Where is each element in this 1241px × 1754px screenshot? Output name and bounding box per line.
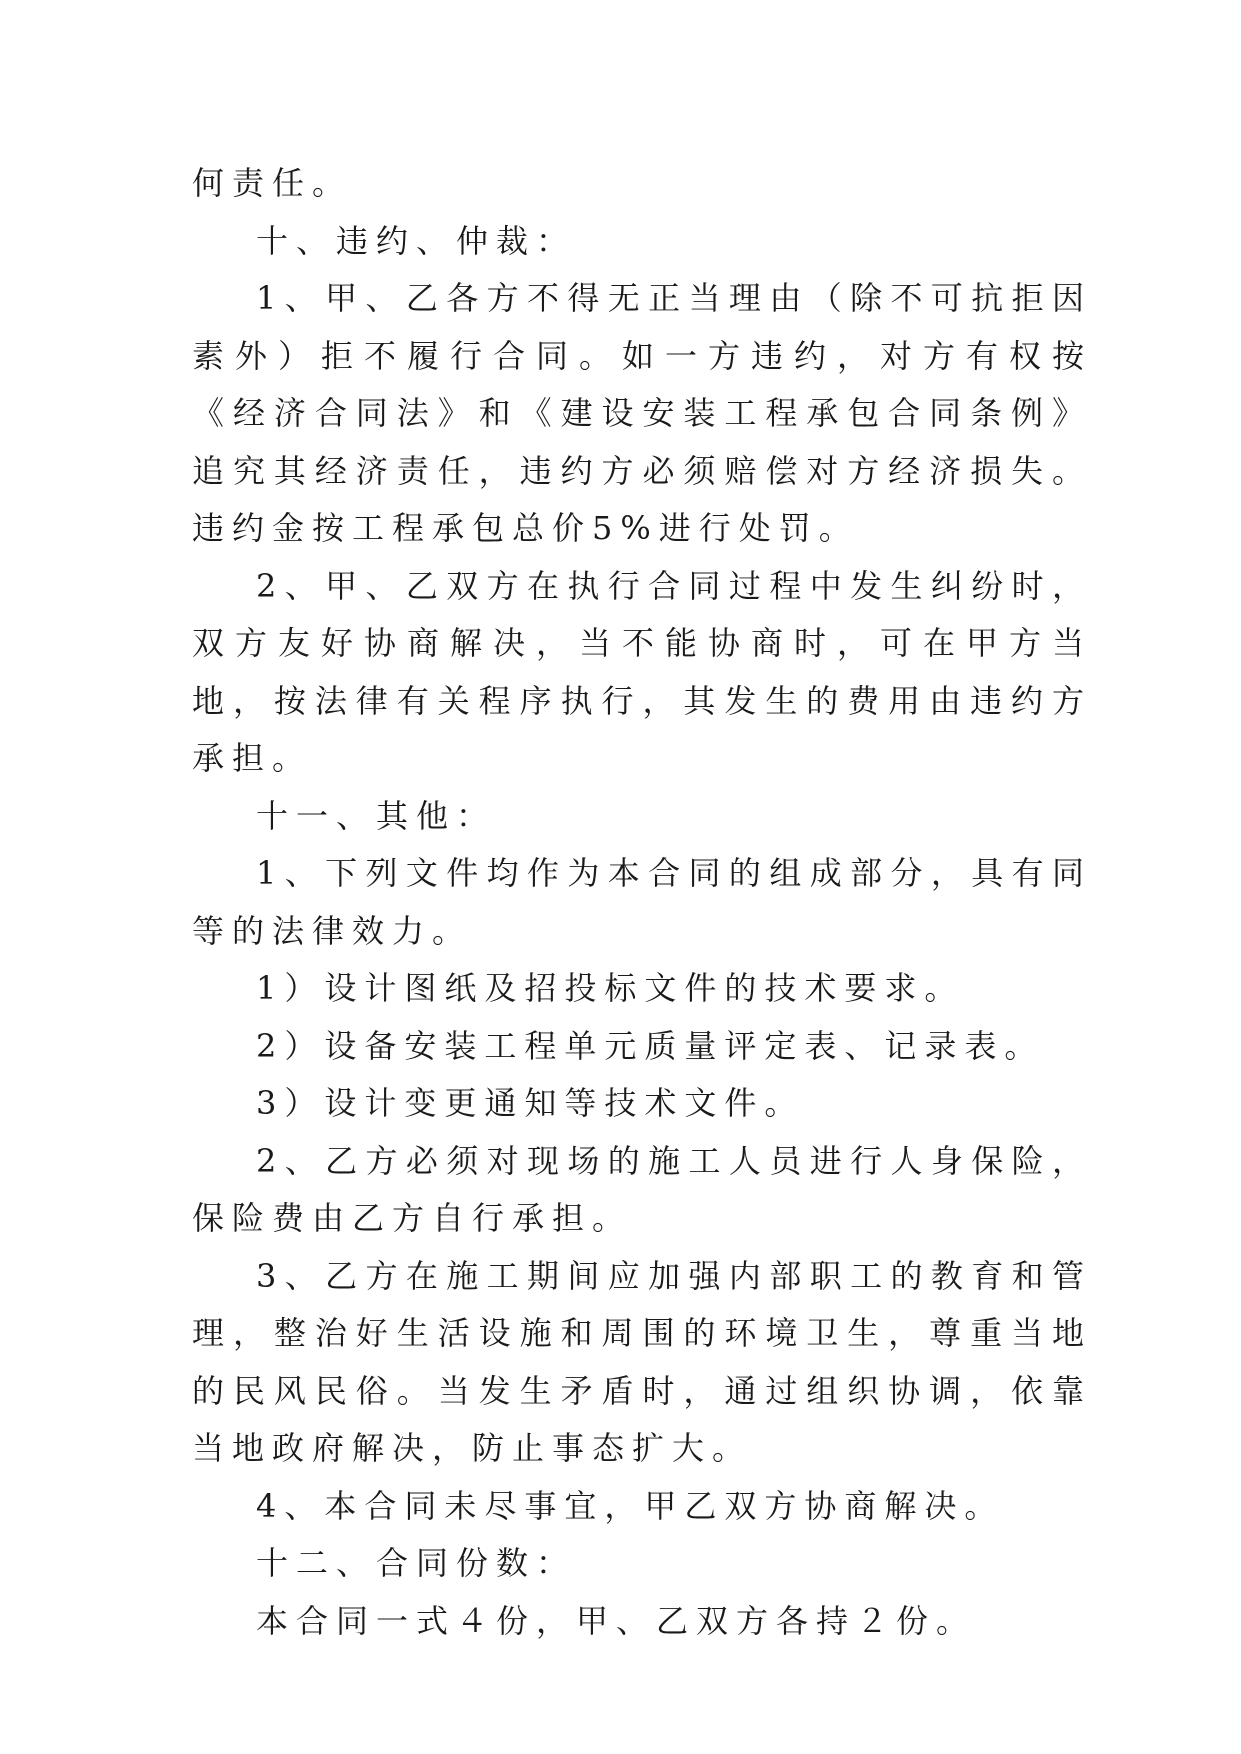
clause-breach-penalty: 1、甲、乙各方不得无正当理由（除不可抗拒因素外）拒不履行合同。如一方违约，对方有权按《经济合同法》和《建设安装工程承包合同条例》追究其经济责任，违约方必须赔偿对方经济损失。违约金按工程承包总价5%进行处罚。 bbox=[192, 279, 1092, 547]
contract-body bbox=[192, 155, 1092, 1650]
list-item-change-notices: 3）设计变更通知等技术文件。 bbox=[256, 1084, 805, 1122]
clause-copies: 本合同一式４份，甲、乙双方各持２份。 bbox=[256, 1601, 977, 1640]
section-heading-breach-arbitration: 十、违约、仲裁： bbox=[256, 221, 577, 260]
section-heading-other: 十一、其他： bbox=[256, 796, 497, 835]
list-item-design-drawings: 1）设计图纸及招投标文件的技术要求。 bbox=[256, 969, 965, 1007]
clause-insurance: 2、乙方必须对现场的施工人员进行人身保险，保险费由乙方自行承担。 bbox=[192, 1141, 1092, 1237]
section-heading-copies: 十二、合同份数： bbox=[256, 1544, 577, 1582]
clause-staff-management: 3、乙方在施工期间应加强内部职工的教育和管理，整治好生活设施和周围的环境卫生，尊重当地的民风民俗。当发生矛盾时，通过组织协调，依靠当地政府解决，防止事态扩大。 bbox=[192, 1256, 1092, 1467]
paragraph-continuation: 何责任。 bbox=[192, 164, 353, 202]
list-item-quality-forms: 2）设备安装工程单元质量评定表、记录表。 bbox=[256, 1026, 1045, 1065]
clause-contract-documents: 1、下列文件均作为本合同的组成部分，具有同等的法律效力。 bbox=[192, 854, 1092, 950]
clause-unresolved-matters: 4、本合同未尽事宜，甲乙双方协商解决。 bbox=[256, 1486, 1005, 1525]
clause-dispute-resolution: 2、甲、乙双方在执行合同过程中发生纠纷时，双方友好协商解决，当不能协商时，可在甲方当地，按法律有关程序执行，其发生的费用由违约方承担。 bbox=[192, 566, 1092, 777]
